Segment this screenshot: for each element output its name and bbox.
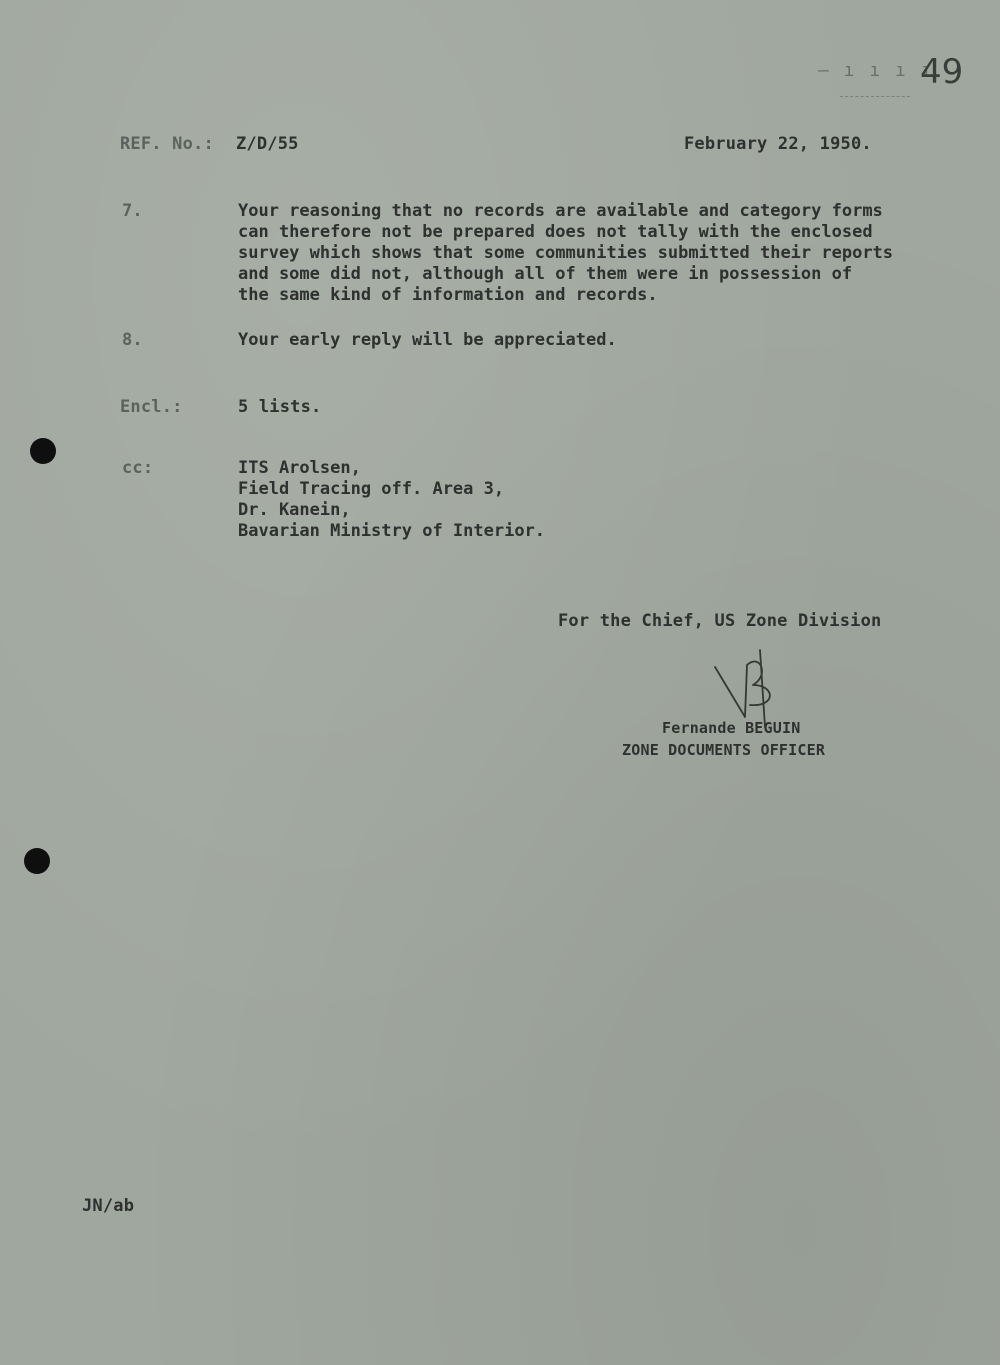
archive-stamp-line [840,96,910,97]
paragraph-line: the same kind of information and records. [238,285,658,305]
paragraph-line: Your reasoning that no records are available and category forms [238,201,883,221]
ref-label: REF. No.: [120,134,214,154]
item-number: 7. [122,201,143,221]
punch-hole [24,848,50,874]
cc-label: cc: [122,458,154,478]
handwritten-signature [705,645,795,730]
paragraph-line: Your early reply will be appreciated. [238,330,617,350]
enclosure-value: 5 lists. [238,397,322,417]
paragraph-line: survey which shows that some communities submitted their reports [238,243,894,263]
cc-recipient: Field Tracing off. Area 3, [238,479,505,499]
item-number: 8. [122,330,143,350]
paragraph-line: can therefore not be prepared does not tally with the enclosed [238,222,873,242]
cc-recipient: ITS Arolsen, [238,458,361,478]
cc-recipient: Bavarian Ministry of Interior. [238,521,546,541]
cc-list [238,458,545,542]
letter-date: February 22, 1950. [684,134,872,154]
signatory-name: Fernande BEGUIN [662,719,801,737]
closing-for-line: For the Chief, US Zone Division [558,611,882,631]
reference-initials: JN/ab [82,1196,135,1216]
signatory-title: ZONE DOCUMENTS OFFICER [622,741,826,759]
cc-recipient: Dr. Kanein, [238,500,351,520]
punch-hole [30,438,56,464]
archive-stamp-marks: – ı ı ı ı [818,60,934,81]
ref-value: Z/D/55 [236,134,299,154]
page-number: 49 [920,52,964,92]
item-paragraph [238,201,893,306]
paragraph-line: and some did not, although all of them were in possession of [238,264,853,284]
enclosure-label: Encl.: [120,397,183,417]
item-paragraph [238,330,617,351]
